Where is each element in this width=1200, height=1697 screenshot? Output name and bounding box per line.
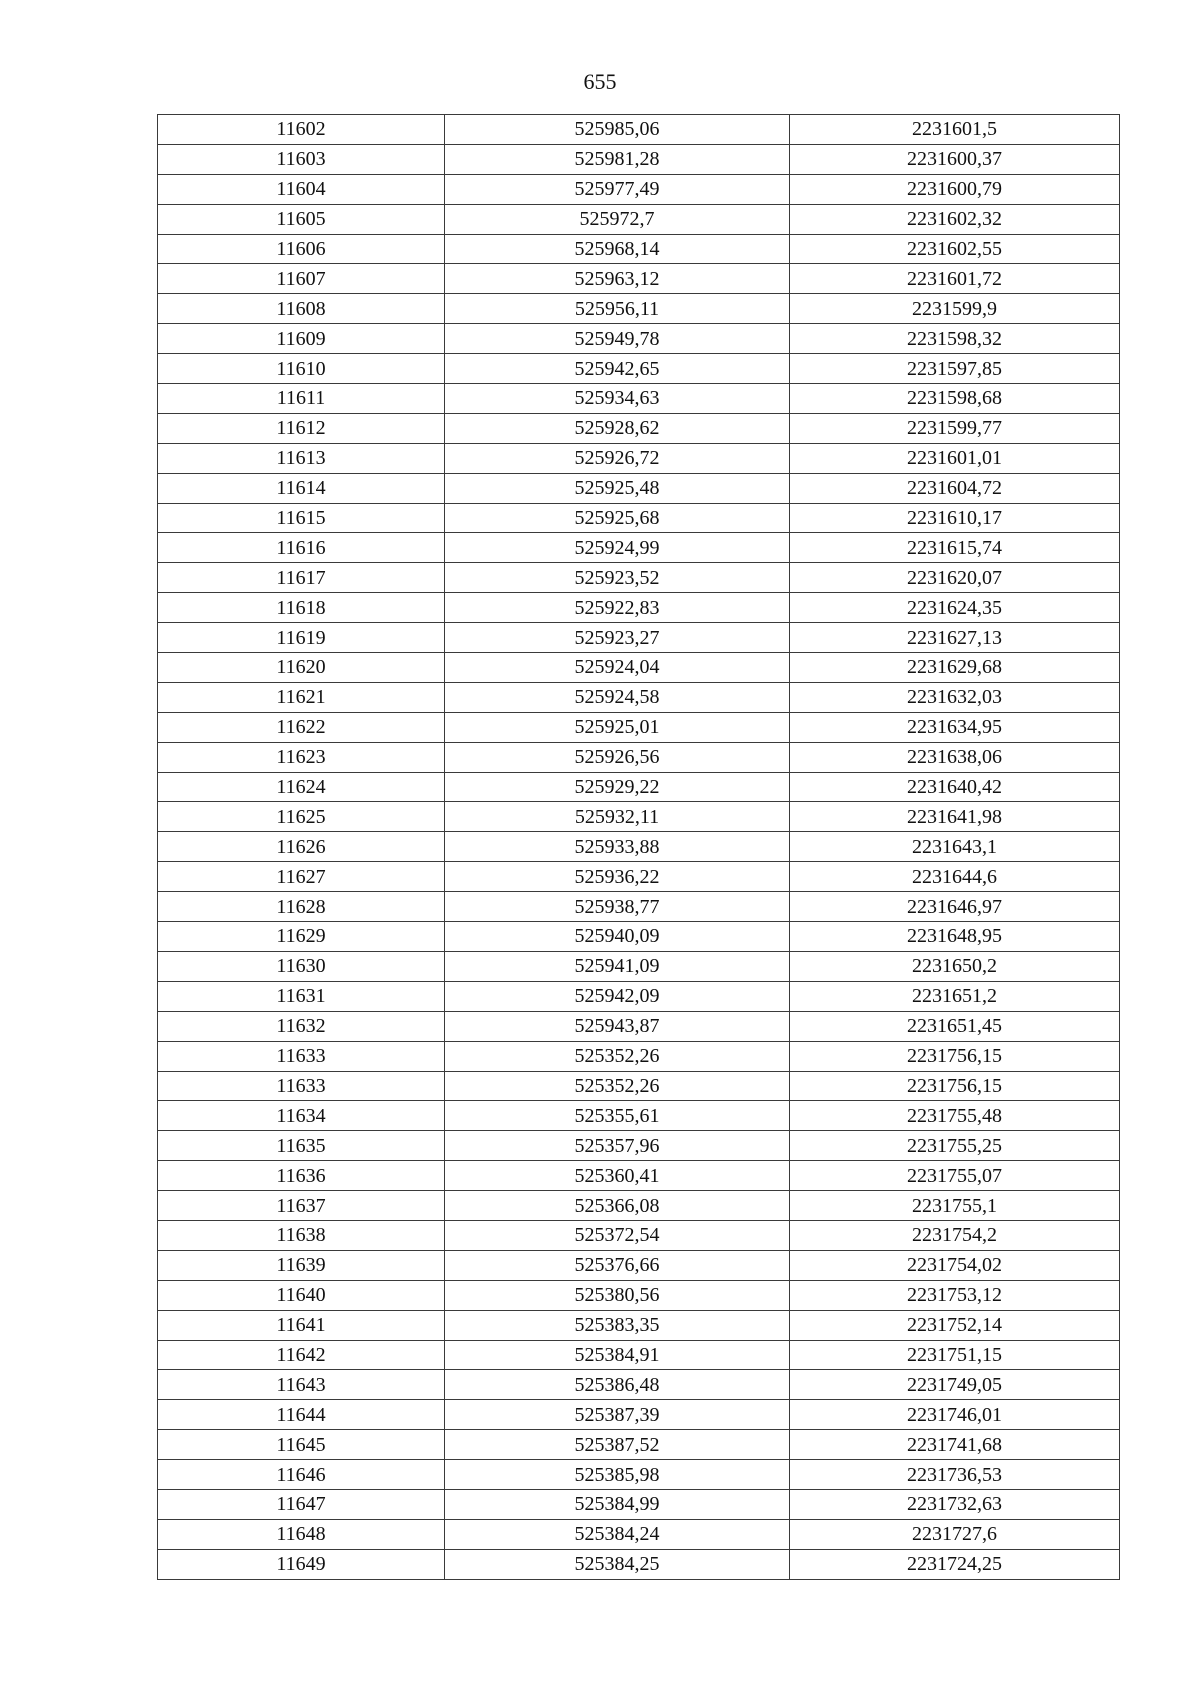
- x-coordinate-cell: 525384,99: [445, 1489, 790, 1519]
- y-coordinate-cell: 2231600,37: [790, 144, 1120, 174]
- x-coordinate-cell: 525932,11: [445, 802, 790, 832]
- table-row: [158, 832, 1120, 862]
- table-row: [158, 1460, 1120, 1490]
- table-row: [158, 742, 1120, 772]
- point-number-cell: 11614: [158, 473, 445, 503]
- point-number-cell: 11634: [158, 1101, 445, 1131]
- table-row: [158, 862, 1120, 892]
- point-number-cell: 11638: [158, 1220, 445, 1250]
- y-coordinate-cell: 2231755,25: [790, 1131, 1120, 1161]
- x-coordinate-cell: 525357,96: [445, 1131, 790, 1161]
- point-number-cell: 11635: [158, 1131, 445, 1161]
- y-coordinate-cell: 2231650,2: [790, 951, 1120, 981]
- point-number-cell: 11627: [158, 862, 445, 892]
- y-coordinate-cell: 2231753,12: [790, 1280, 1120, 1310]
- table-row: [158, 563, 1120, 593]
- point-number-cell: 11642: [158, 1340, 445, 1370]
- point-number-cell: 11616: [158, 533, 445, 563]
- table-row: [158, 1011, 1120, 1041]
- point-number-cell: 11626: [158, 832, 445, 862]
- y-coordinate-cell: 2231749,05: [790, 1370, 1120, 1400]
- y-coordinate-cell: 2231634,95: [790, 712, 1120, 742]
- x-coordinate-cell: 525942,65: [445, 354, 790, 384]
- x-coordinate-cell: 525366,08: [445, 1191, 790, 1221]
- x-coordinate-cell: 525938,77: [445, 892, 790, 922]
- y-coordinate-cell: 2231755,07: [790, 1161, 1120, 1191]
- point-number-cell: 11618: [158, 593, 445, 623]
- y-coordinate-cell: 2231756,15: [790, 1071, 1120, 1101]
- point-number-cell: 11633: [158, 1071, 445, 1101]
- y-coordinate-cell: 2231624,35: [790, 593, 1120, 623]
- point-number-cell: 11602: [158, 115, 445, 145]
- table-row: [158, 115, 1120, 145]
- y-coordinate-cell: 2231646,97: [790, 892, 1120, 922]
- table-row: [158, 1250, 1120, 1280]
- x-coordinate-cell: 525387,39: [445, 1400, 790, 1430]
- point-number-cell: 11639: [158, 1250, 445, 1280]
- point-number-cell: 11629: [158, 922, 445, 952]
- x-coordinate-cell: 525923,27: [445, 623, 790, 653]
- y-coordinate-cell: 2231651,45: [790, 1011, 1120, 1041]
- coordinates-table: [157, 114, 1120, 1580]
- x-coordinate-cell: 525923,52: [445, 563, 790, 593]
- y-coordinate-cell: 2231643,1: [790, 832, 1120, 862]
- point-number-cell: 11637: [158, 1191, 445, 1221]
- x-coordinate-cell: 525376,66: [445, 1250, 790, 1280]
- point-number-cell: 11606: [158, 234, 445, 264]
- point-number-cell: 11643: [158, 1370, 445, 1400]
- y-coordinate-cell: 2231598,68: [790, 384, 1120, 414]
- y-coordinate-cell: 2231597,85: [790, 354, 1120, 384]
- y-coordinate-cell: 2231632,03: [790, 682, 1120, 712]
- x-coordinate-cell: 525963,12: [445, 264, 790, 294]
- table-row: [158, 1310, 1120, 1340]
- y-coordinate-cell: 2231732,63: [790, 1489, 1120, 1519]
- point-number-cell: 11610: [158, 354, 445, 384]
- point-number-cell: 11649: [158, 1549, 445, 1579]
- y-coordinate-cell: 2231601,5: [790, 115, 1120, 145]
- table-row: [158, 922, 1120, 952]
- x-coordinate-cell: 525972,7: [445, 204, 790, 234]
- table-row: [158, 174, 1120, 204]
- y-coordinate-cell: 2231755,48: [790, 1101, 1120, 1131]
- table-row: [158, 503, 1120, 533]
- x-coordinate-cell: 525926,72: [445, 443, 790, 473]
- x-coordinate-cell: 525924,04: [445, 653, 790, 683]
- y-coordinate-cell: 2231620,07: [790, 563, 1120, 593]
- point-number-cell: 11644: [158, 1400, 445, 1430]
- table-row: [158, 264, 1120, 294]
- table-row: [158, 533, 1120, 563]
- point-number-cell: 11617: [158, 563, 445, 593]
- y-coordinate-cell: 2231741,68: [790, 1430, 1120, 1460]
- table-row: [158, 1131, 1120, 1161]
- y-coordinate-cell: 2231598,32: [790, 324, 1120, 354]
- point-number-cell: 11607: [158, 264, 445, 294]
- x-coordinate-cell: 525352,26: [445, 1071, 790, 1101]
- table-row: [158, 772, 1120, 802]
- y-coordinate-cell: 2231602,32: [790, 204, 1120, 234]
- table-row: [158, 892, 1120, 922]
- table-row: [158, 1370, 1120, 1400]
- table-row: [158, 1191, 1120, 1221]
- table-row: [158, 951, 1120, 981]
- y-coordinate-cell: 2231736,53: [790, 1460, 1120, 1490]
- point-number-cell: 11636: [158, 1161, 445, 1191]
- point-number-cell: 11621: [158, 682, 445, 712]
- x-coordinate-cell: 525949,78: [445, 324, 790, 354]
- x-coordinate-cell: 525943,87: [445, 1011, 790, 1041]
- y-coordinate-cell: 2231641,98: [790, 802, 1120, 832]
- x-coordinate-cell: 525383,35: [445, 1310, 790, 1340]
- point-number-cell: 11608: [158, 294, 445, 324]
- y-coordinate-cell: 2231754,02: [790, 1250, 1120, 1280]
- point-number-cell: 11619: [158, 623, 445, 653]
- y-coordinate-cell: 2231601,72: [790, 264, 1120, 294]
- x-coordinate-cell: 525942,09: [445, 981, 790, 1011]
- y-coordinate-cell: 2231754,2: [790, 1220, 1120, 1250]
- point-number-cell: 11604: [158, 174, 445, 204]
- table-row: [158, 384, 1120, 414]
- table-row: [158, 1519, 1120, 1549]
- x-coordinate-cell: 525925,48: [445, 473, 790, 503]
- table-row: [158, 144, 1120, 174]
- y-coordinate-cell: 2231601,01: [790, 443, 1120, 473]
- y-coordinate-cell: 2231756,15: [790, 1041, 1120, 1071]
- point-number-cell: 11613: [158, 443, 445, 473]
- point-number-cell: 11612: [158, 413, 445, 443]
- point-number-cell: 11622: [158, 712, 445, 742]
- y-coordinate-cell: 2231610,17: [790, 503, 1120, 533]
- x-coordinate-cell: 525956,11: [445, 294, 790, 324]
- table-row: [158, 204, 1120, 234]
- point-number-cell: 11632: [158, 1011, 445, 1041]
- table-row: [158, 294, 1120, 324]
- x-coordinate-cell: 525936,22: [445, 862, 790, 892]
- table-row: [158, 653, 1120, 683]
- table-row: [158, 1280, 1120, 1310]
- point-number-cell: 11603: [158, 144, 445, 174]
- table-row: [158, 1101, 1120, 1131]
- x-coordinate-cell: 525380,56: [445, 1280, 790, 1310]
- x-coordinate-cell: 525929,22: [445, 772, 790, 802]
- point-number-cell: 11628: [158, 892, 445, 922]
- y-coordinate-cell: 2231746,01: [790, 1400, 1120, 1430]
- point-number-cell: 11648: [158, 1519, 445, 1549]
- point-number-cell: 11620: [158, 653, 445, 683]
- table-row: [158, 473, 1120, 503]
- x-coordinate-cell: 525360,41: [445, 1161, 790, 1191]
- table-row: [158, 682, 1120, 712]
- x-coordinate-cell: 525985,06: [445, 115, 790, 145]
- x-coordinate-cell: 525384,25: [445, 1549, 790, 1579]
- x-coordinate-cell: 525926,56: [445, 742, 790, 772]
- y-coordinate-cell: 2231724,25: [790, 1549, 1120, 1579]
- x-coordinate-cell: 525933,88: [445, 832, 790, 862]
- y-coordinate-cell: 2231615,74: [790, 533, 1120, 563]
- table-row: [158, 324, 1120, 354]
- table-row: [158, 1549, 1120, 1579]
- table-row: [158, 593, 1120, 623]
- table-row: [158, 802, 1120, 832]
- point-number-cell: 11647: [158, 1489, 445, 1519]
- y-coordinate-cell: 2231648,95: [790, 922, 1120, 952]
- point-number-cell: 11640: [158, 1280, 445, 1310]
- x-coordinate-cell: 525385,98: [445, 1460, 790, 1490]
- table-row: [158, 1161, 1120, 1191]
- y-coordinate-cell: 2231644,6: [790, 862, 1120, 892]
- x-coordinate-cell: 525386,48: [445, 1370, 790, 1400]
- x-coordinate-cell: 525922,83: [445, 593, 790, 623]
- x-coordinate-cell: 525372,54: [445, 1220, 790, 1250]
- page-number: 655: [583, 69, 617, 94]
- y-coordinate-cell: 2231640,42: [790, 772, 1120, 802]
- table-row: [158, 1400, 1120, 1430]
- x-coordinate-cell: 525977,49: [445, 174, 790, 204]
- table-row: [158, 1220, 1120, 1250]
- x-coordinate-cell: 525981,28: [445, 144, 790, 174]
- y-coordinate-cell: 2231727,6: [790, 1519, 1120, 1549]
- point-number-cell: 11615: [158, 503, 445, 533]
- x-coordinate-cell: 525925,01: [445, 712, 790, 742]
- y-coordinate-cell: 2231599,77: [790, 413, 1120, 443]
- table-row: [158, 234, 1120, 264]
- table-row: [158, 1489, 1120, 1519]
- point-number-cell: 11641: [158, 1310, 445, 1340]
- point-number-cell: 11609: [158, 324, 445, 354]
- point-number-cell: 11625: [158, 802, 445, 832]
- point-number-cell: 11645: [158, 1430, 445, 1460]
- x-coordinate-cell: 525355,61: [445, 1101, 790, 1131]
- y-coordinate-cell: 2231629,68: [790, 653, 1120, 683]
- x-coordinate-cell: 525940,09: [445, 922, 790, 952]
- y-coordinate-cell: 2231627,13: [790, 623, 1120, 653]
- x-coordinate-cell: 525384,91: [445, 1340, 790, 1370]
- table-row: [158, 623, 1120, 653]
- y-coordinate-cell: 2231599,9: [790, 294, 1120, 324]
- table-row: [158, 354, 1120, 384]
- point-number-cell: 11631: [158, 981, 445, 1011]
- table-row: [158, 1071, 1120, 1101]
- point-number-cell: 11646: [158, 1460, 445, 1490]
- x-coordinate-cell: 525934,63: [445, 384, 790, 414]
- x-coordinate-cell: 525352,26: [445, 1041, 790, 1071]
- x-coordinate-cell: 525384,24: [445, 1519, 790, 1549]
- x-coordinate-cell: 525941,09: [445, 951, 790, 981]
- point-number-cell: 11605: [158, 204, 445, 234]
- x-coordinate-cell: 525928,62: [445, 413, 790, 443]
- point-number-cell: 11630: [158, 951, 445, 981]
- table-row: [158, 1430, 1120, 1460]
- x-coordinate-cell: 525925,68: [445, 503, 790, 533]
- y-coordinate-cell: 2231638,06: [790, 742, 1120, 772]
- table-row: [158, 1340, 1120, 1370]
- coordinates-table-body: [158, 115, 1120, 1580]
- table-row: [158, 712, 1120, 742]
- x-coordinate-cell: 525968,14: [445, 234, 790, 264]
- y-coordinate-cell: 2231604,72: [790, 473, 1120, 503]
- table-row: [158, 443, 1120, 473]
- y-coordinate-cell: 2231752,14: [790, 1310, 1120, 1340]
- x-coordinate-cell: 525924,58: [445, 682, 790, 712]
- y-coordinate-cell: 2231602,55: [790, 234, 1120, 264]
- table-row: [158, 1041, 1120, 1071]
- y-coordinate-cell: 2231755,1: [790, 1191, 1120, 1221]
- y-coordinate-cell: 2231751,15: [790, 1340, 1120, 1370]
- point-number-cell: 11624: [158, 772, 445, 802]
- table-row: [158, 413, 1120, 443]
- table-row: [158, 981, 1120, 1011]
- y-coordinate-cell: 2231651,2: [790, 981, 1120, 1011]
- point-number-cell: 11633: [158, 1041, 445, 1071]
- point-number-cell: 11623: [158, 742, 445, 772]
- y-coordinate-cell: 2231600,79: [790, 174, 1120, 204]
- point-number-cell: 11611: [158, 384, 445, 414]
- x-coordinate-cell: 525387,52: [445, 1430, 790, 1460]
- x-coordinate-cell: 525924,99: [445, 533, 790, 563]
